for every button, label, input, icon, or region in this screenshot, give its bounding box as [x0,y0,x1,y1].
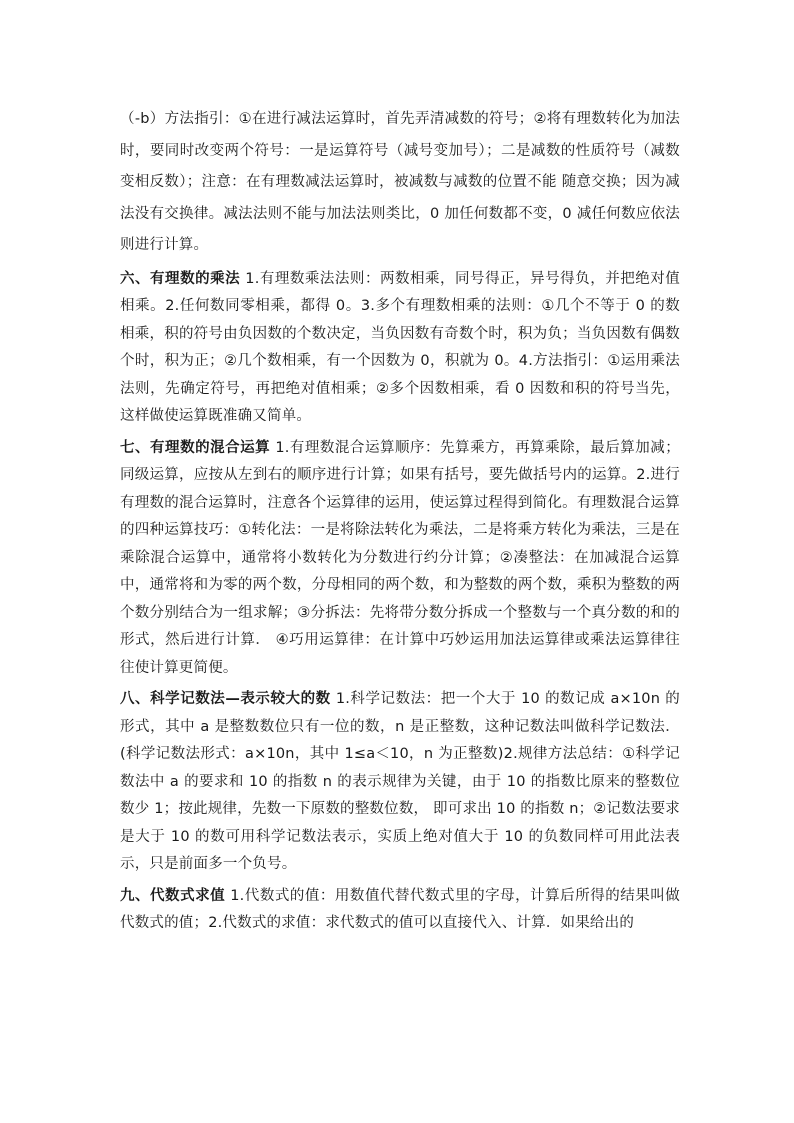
paragraph-multiplication [120,266,680,431]
paragraph-algebraic-evaluation [120,883,680,938]
section-heading-algebraic-evaluation: 九、代数式求值 [120,887,226,904]
paragraph-text: （-b）方法指引：①在进行减法运算时，首先弄清减数的符号；②将有理数转化为加法时，要同时改变两个符号：一是运算符号（减号变加号）；二是减数的性质符号（减数变相反数）；注意：在有理数减法运算时，被减数与减数的位置不能 随意交换；因为减法没有交换律。减法法则不能与加法法则类比，0 加任何数都不变，0 减任何数应依法则进行计算。 [120,111,680,253]
section-heading-mixed-operations: 七、有理数的混合运算 [120,439,271,456]
paragraph-text: 1.有理数混合运算顺序：先算乘方，再算乘除，最后算加减；同级运算，应按从左到右的顺序进行计算；如果有括号，要先做括号内的运算。2.进行有理数的混合运算时，注意各个运算律的运用，使运算过程得到简化。有理数混合运算的四种运算技巧：①转化法：一是将除法转化为乘法，二是将乘方转化为乘法，三是在乘除混合运算中，通常将小数转化为分数进行约分计算；②凑整法：在加减混合运算中，通常将和为零的两个数，分母相同的两个数，和为整数的两个数，乘积为整数的两个数分别结合为一组求解；③分拆法：先将带分数分拆成一个整数与一个真分数的和的形式，然后进行计算． ④巧用运算律：在计算中巧妙运用加法运算律或乘法运算律往往使计算更简便。 [120,439,681,676]
paragraph-mixed-operations [120,435,680,683]
paragraph-text: 1.科学记数法：把一个大于 10 的数记成 a×10n 的形式，其中 a 是整数数位只有一位的数，n 是正整数，这种记数法叫做科学记数法．(科学记数法形式：a×10n，其中 1≤a＜10，n 为正整数)2.规律方法总结：①科学记数法中 a 的要求和 10 的指数 n 的表示规律为关键，由于 10 的指数比原来的整数位数少 1；按此规律，先数一下原数的整数位数， 即可求出 10 的指数 n；②记数法要求是大于 10 的数可用科学记数法表示，实质上绝对值大于 10 的负数同样可用此法表示，只是前面多一个负号。 [120,691,681,872]
document-body [120,104,680,942]
paragraph-subtraction-guidance [120,104,680,262]
section-heading-scientific-notation: 八、科学记数法—表示较大的数 [120,691,331,707]
paragraph-text: 1.代数式的值：用数值代替代数式里的字母，计算后所得的结果叫做代数式的值；2.代数式的求值：求代数式的值可以直接代入、计算．如果给出的 [120,887,680,931]
section-heading-multiplication: 六、有理数的乘法 [120,270,241,287]
paragraph-scientific-notation [120,686,680,879]
paragraph-text: 1.有理数乘法法则：两数相乘，同号得正，异号得负，并把绝对值相乘。2.任何数同零相乘，都得 0。3.多个有理数相乘的法则：①几个不等于 0 的数相乘，积的符号由负因数的个数决定，当负因数有奇数个时，积为负；当负因数有偶数个时，积为正；②几个数相乘，有一个因数为 0，积就为 0。4.方法指引：①运用乘法法则，先确定符号，再把绝对值相乘；②多个因数相乘，看 0 因数和积的符号当先，这样做使运算既准确又简单。 [120,270,680,424]
